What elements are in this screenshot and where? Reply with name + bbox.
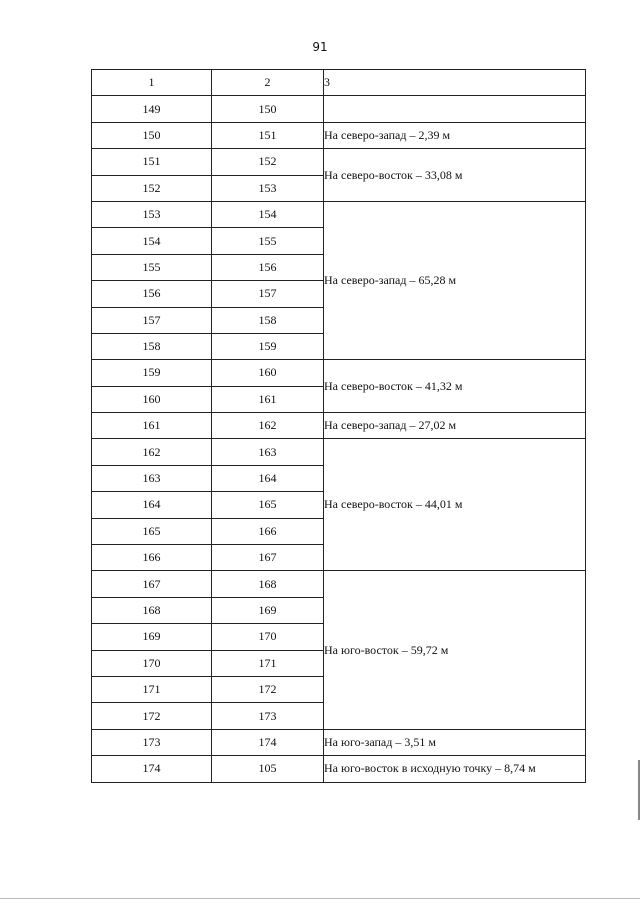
point-from-cell: 154	[92, 228, 212, 254]
table-row	[92, 413, 586, 439]
point-from-cell: 162	[92, 439, 212, 465]
point-from-cell: 158	[92, 333, 212, 359]
table-row	[92, 122, 586, 148]
point-to-cell: 152	[212, 149, 324, 175]
point-from-cell: 165	[92, 518, 212, 544]
point-from-cell: 157	[92, 307, 212, 333]
direction-distance-cell: На юго-восток – 59,72 м	[324, 571, 586, 729]
table-row	[92, 756, 586, 782]
direction-distance-cell: На северо-запад – 65,28 м	[324, 201, 586, 359]
point-from-cell: 149	[92, 96, 212, 122]
point-from-cell: 156	[92, 281, 212, 307]
point-to-cell: 159	[212, 333, 324, 359]
point-to-cell: 154	[212, 201, 324, 227]
point-to-cell: 171	[212, 650, 324, 676]
direction-distance-cell: На северо-запад – 27,02 м	[324, 413, 586, 439]
point-from-cell: 153	[92, 201, 212, 227]
point-from-cell: 172	[92, 703, 212, 729]
point-from-cell: 163	[92, 465, 212, 491]
point-to-cell: 163	[212, 439, 324, 465]
point-from-cell: 174	[92, 756, 212, 782]
point-to-cell: 153	[212, 175, 324, 201]
point-to-cell: 160	[212, 360, 324, 386]
point-to-cell: 169	[212, 597, 324, 623]
direction-distance-cell: На юго-запад – 3,51 м	[324, 729, 586, 755]
boundary-points-table	[91, 69, 586, 783]
point-from-cell: 166	[92, 545, 212, 571]
table-header-row	[92, 70, 586, 96]
point-from-cell: 150	[92, 122, 212, 148]
point-from-cell: 159	[92, 360, 212, 386]
direction-distance-cell: На северо-восток – 44,01 м	[324, 439, 586, 571]
point-from-cell: 155	[92, 254, 212, 280]
direction-distance-cell: На северо-восток – 41,32 м	[324, 360, 586, 413]
table-row	[92, 149, 586, 175]
point-to-cell: 166	[212, 518, 324, 544]
point-to-cell: 151	[212, 122, 324, 148]
table-row	[92, 96, 586, 122]
direction-distance-cell: На северо-запад – 2,39 м	[324, 122, 586, 148]
point-to-cell: 173	[212, 703, 324, 729]
table-body	[92, 70, 586, 783]
direction-distance-cell	[324, 96, 586, 122]
point-to-cell: 158	[212, 307, 324, 333]
direction-distance-cell: На юго-восток в исходную точку – 8,74 м	[324, 756, 586, 782]
direction-distance-cell: На северо-восток – 33,08 м	[324, 149, 586, 202]
point-to-cell: 170	[212, 624, 324, 650]
table-row	[92, 729, 586, 755]
point-to-cell: 174	[212, 729, 324, 755]
point-to-cell: 172	[212, 676, 324, 702]
table-row	[92, 439, 586, 465]
page-number: 91	[312, 40, 328, 54]
table-row	[92, 201, 586, 227]
point-to-cell: 161	[212, 386, 324, 412]
column-header-2: 2	[212, 70, 324, 96]
point-from-cell: 160	[92, 386, 212, 412]
point-to-cell: 157	[212, 281, 324, 307]
point-to-cell: 162	[212, 413, 324, 439]
point-from-cell: 169	[92, 624, 212, 650]
table-row	[92, 571, 586, 597]
point-from-cell: 151	[92, 149, 212, 175]
point-from-cell: 152	[92, 175, 212, 201]
point-to-cell: 165	[212, 492, 324, 518]
point-from-cell: 173	[92, 729, 212, 755]
point-from-cell: 167	[92, 571, 212, 597]
point-to-cell: 156	[212, 254, 324, 280]
point-from-cell: 164	[92, 492, 212, 518]
point-to-cell: 105	[212, 756, 324, 782]
column-header-3: 3	[324, 70, 586, 96]
point-to-cell: 164	[212, 465, 324, 491]
point-to-cell: 155	[212, 228, 324, 254]
point-to-cell: 168	[212, 571, 324, 597]
point-from-cell: 170	[92, 650, 212, 676]
table-row	[92, 360, 586, 386]
point-from-cell: 161	[92, 413, 212, 439]
point-from-cell: 171	[92, 676, 212, 702]
point-from-cell: 168	[92, 597, 212, 623]
point-to-cell: 150	[212, 96, 324, 122]
scan-edge-line	[0, 898, 640, 899]
point-to-cell: 167	[212, 545, 324, 571]
column-header-1: 1	[92, 70, 212, 96]
